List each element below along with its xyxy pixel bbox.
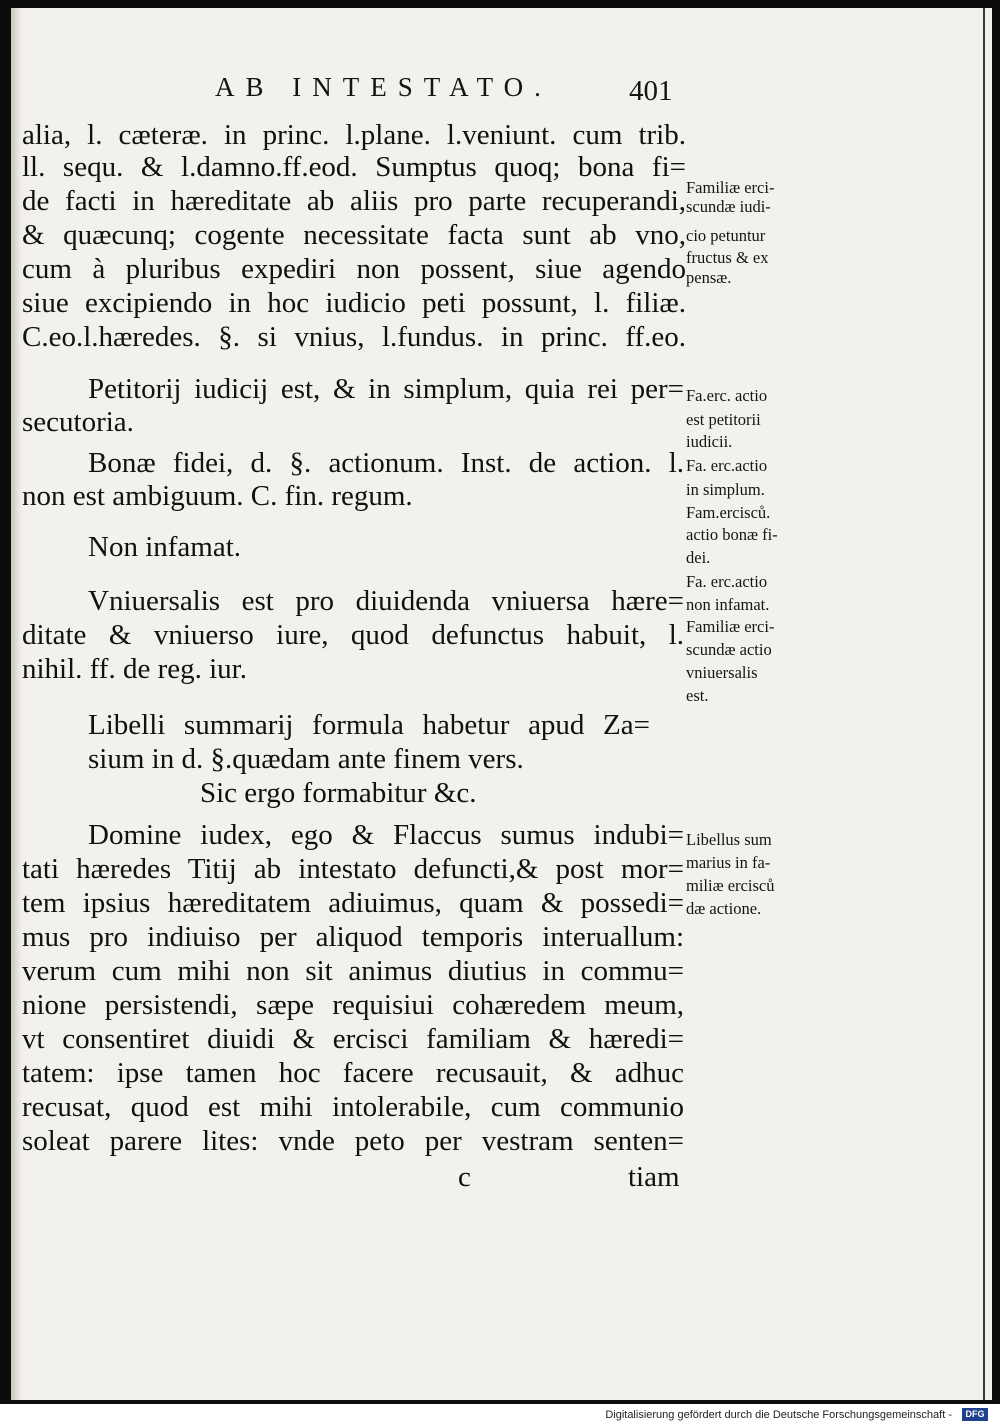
body-line: tati hæredes Titij ab intestato defuncti,& post mor= <box>22 853 684 885</box>
marginal-note: Fa.erc. actio <box>686 386 768 405</box>
body-line: & quæcunq; cogente necessitate facta sunt ab vno, <box>22 219 686 251</box>
marginal-note: Libellus sum <box>686 830 772 849</box>
marginal-note: iudicii. <box>686 432 733 451</box>
body-line: alia, l. cæteræ. in princ. l.plane. l.veniunt. cum trib. <box>22 119 686 151</box>
body-line: Petitorij iudicij est, & in simplum, quia rei per= <box>88 373 684 405</box>
page-number: 401 <box>629 75 673 107</box>
marginal-note: non infamat. <box>686 595 770 614</box>
marginal-note: Fa. erc.actio <box>686 572 768 591</box>
marginal-note: Familiæ erci- <box>686 617 775 636</box>
marginal-note: scundæ iudi- <box>686 197 771 216</box>
page-border-line <box>983 8 985 1400</box>
marginal-note: marius in fa- <box>686 853 771 872</box>
body-line: C.eo.l.hæredes. §. si vnius, l.fundus. in princ. ff.eo. <box>22 321 686 353</box>
marginal-note: est. <box>686 686 709 705</box>
body-line: Domine iudex, ego & Flaccus sumus indubi= <box>88 819 684 851</box>
body-line: siue excipiendo in hoc iudicio peti possunt, l. filiæ. <box>22 287 686 319</box>
digitization-credit: Digitalisierung gefördert durch die Deutsche Forschungsgemeinschaft - <box>605 1409 952 1421</box>
marginal-note: fructus & ex <box>686 248 769 267</box>
running-head: AB INTESTATO. <box>215 72 552 102</box>
dfg-logo: DFG <box>962 1408 988 1421</box>
body-line: vt consentiret diuidi & ercisci familiam & hæredi= <box>22 1023 684 1055</box>
marginal-note: dæ actione. <box>686 899 762 918</box>
body-line: ll. sequ. & l.damno.ff.eod. Sumptus quoq; bona fi= <box>22 151 686 183</box>
body-line: cum à pluribus expediri non possent, siue agendo <box>22 253 686 285</box>
body-line: soleat parere lites: vnde peto per vestram senten= <box>22 1125 684 1157</box>
marginal-note: actio bonæ fi- <box>686 525 778 544</box>
body-line: nihil. ff. de reg. iur. <box>22 653 247 685</box>
marginal-note: est petitorii <box>686 410 761 429</box>
marginal-note: cio petuntur <box>686 226 766 245</box>
marginal-note: scundæ actio <box>686 640 772 659</box>
body-line: nione persistendi, sæpe requisiui cohæredem meum, <box>22 989 684 1021</box>
body-line: Sic ergo formabitur &c. <box>200 777 477 809</box>
marginal-note: miliæ ercisců <box>686 876 775 895</box>
body-line: Libelli summarij formula habetur apud Za= <box>88 709 650 741</box>
body-line: ditate & vniuerso iure, quod defunctus habuit, l. <box>22 619 684 651</box>
body-line: recusat, quod est mihi intolerabile, cum communio <box>22 1091 684 1123</box>
body-line: verum cum mihi non sit animus diutius in commu= <box>22 955 684 987</box>
marginal-note: dei. <box>686 548 711 567</box>
marginal-note: pensæ. <box>686 268 732 287</box>
body-line: Non infamat. <box>88 531 242 563</box>
marginal-note: vniuersalis <box>686 663 758 682</box>
marginal-note: in simplum. <box>686 480 765 499</box>
body-line: mus pro indiuiso per aliquod temporis interuallum: <box>22 921 684 953</box>
body-line: non est ambiguum. C. fin. regum. <box>22 480 413 512</box>
body-line: secutoria. <box>22 406 134 438</box>
marginal-note: Fam.ercisců. <box>686 503 771 522</box>
signature-mark: c <box>458 1161 471 1193</box>
body-line: de facti in hæreditate ab aliis pro parte recuperandi, <box>22 185 686 217</box>
marginal-note: Fa. erc.actio <box>686 456 768 475</box>
body-line: tem ipsius hæreditatem adiuimus, quam & possedi= <box>22 887 684 919</box>
body-line: sium in d. §.quædam ante finem vers. <box>88 743 524 775</box>
body-line: Bonæ fidei, d. §. actionum. Inst. de action. l. <box>88 447 684 479</box>
body-line: Vniuersalis est pro diuidenda vniuersa hære= <box>88 585 684 617</box>
marginal-note: Familiæ erci- <box>686 178 775 197</box>
body-line: tatem: ipse tamen hoc facere recusauit, & adhuc <box>22 1057 684 1089</box>
catchword: tiam <box>628 1161 680 1193</box>
